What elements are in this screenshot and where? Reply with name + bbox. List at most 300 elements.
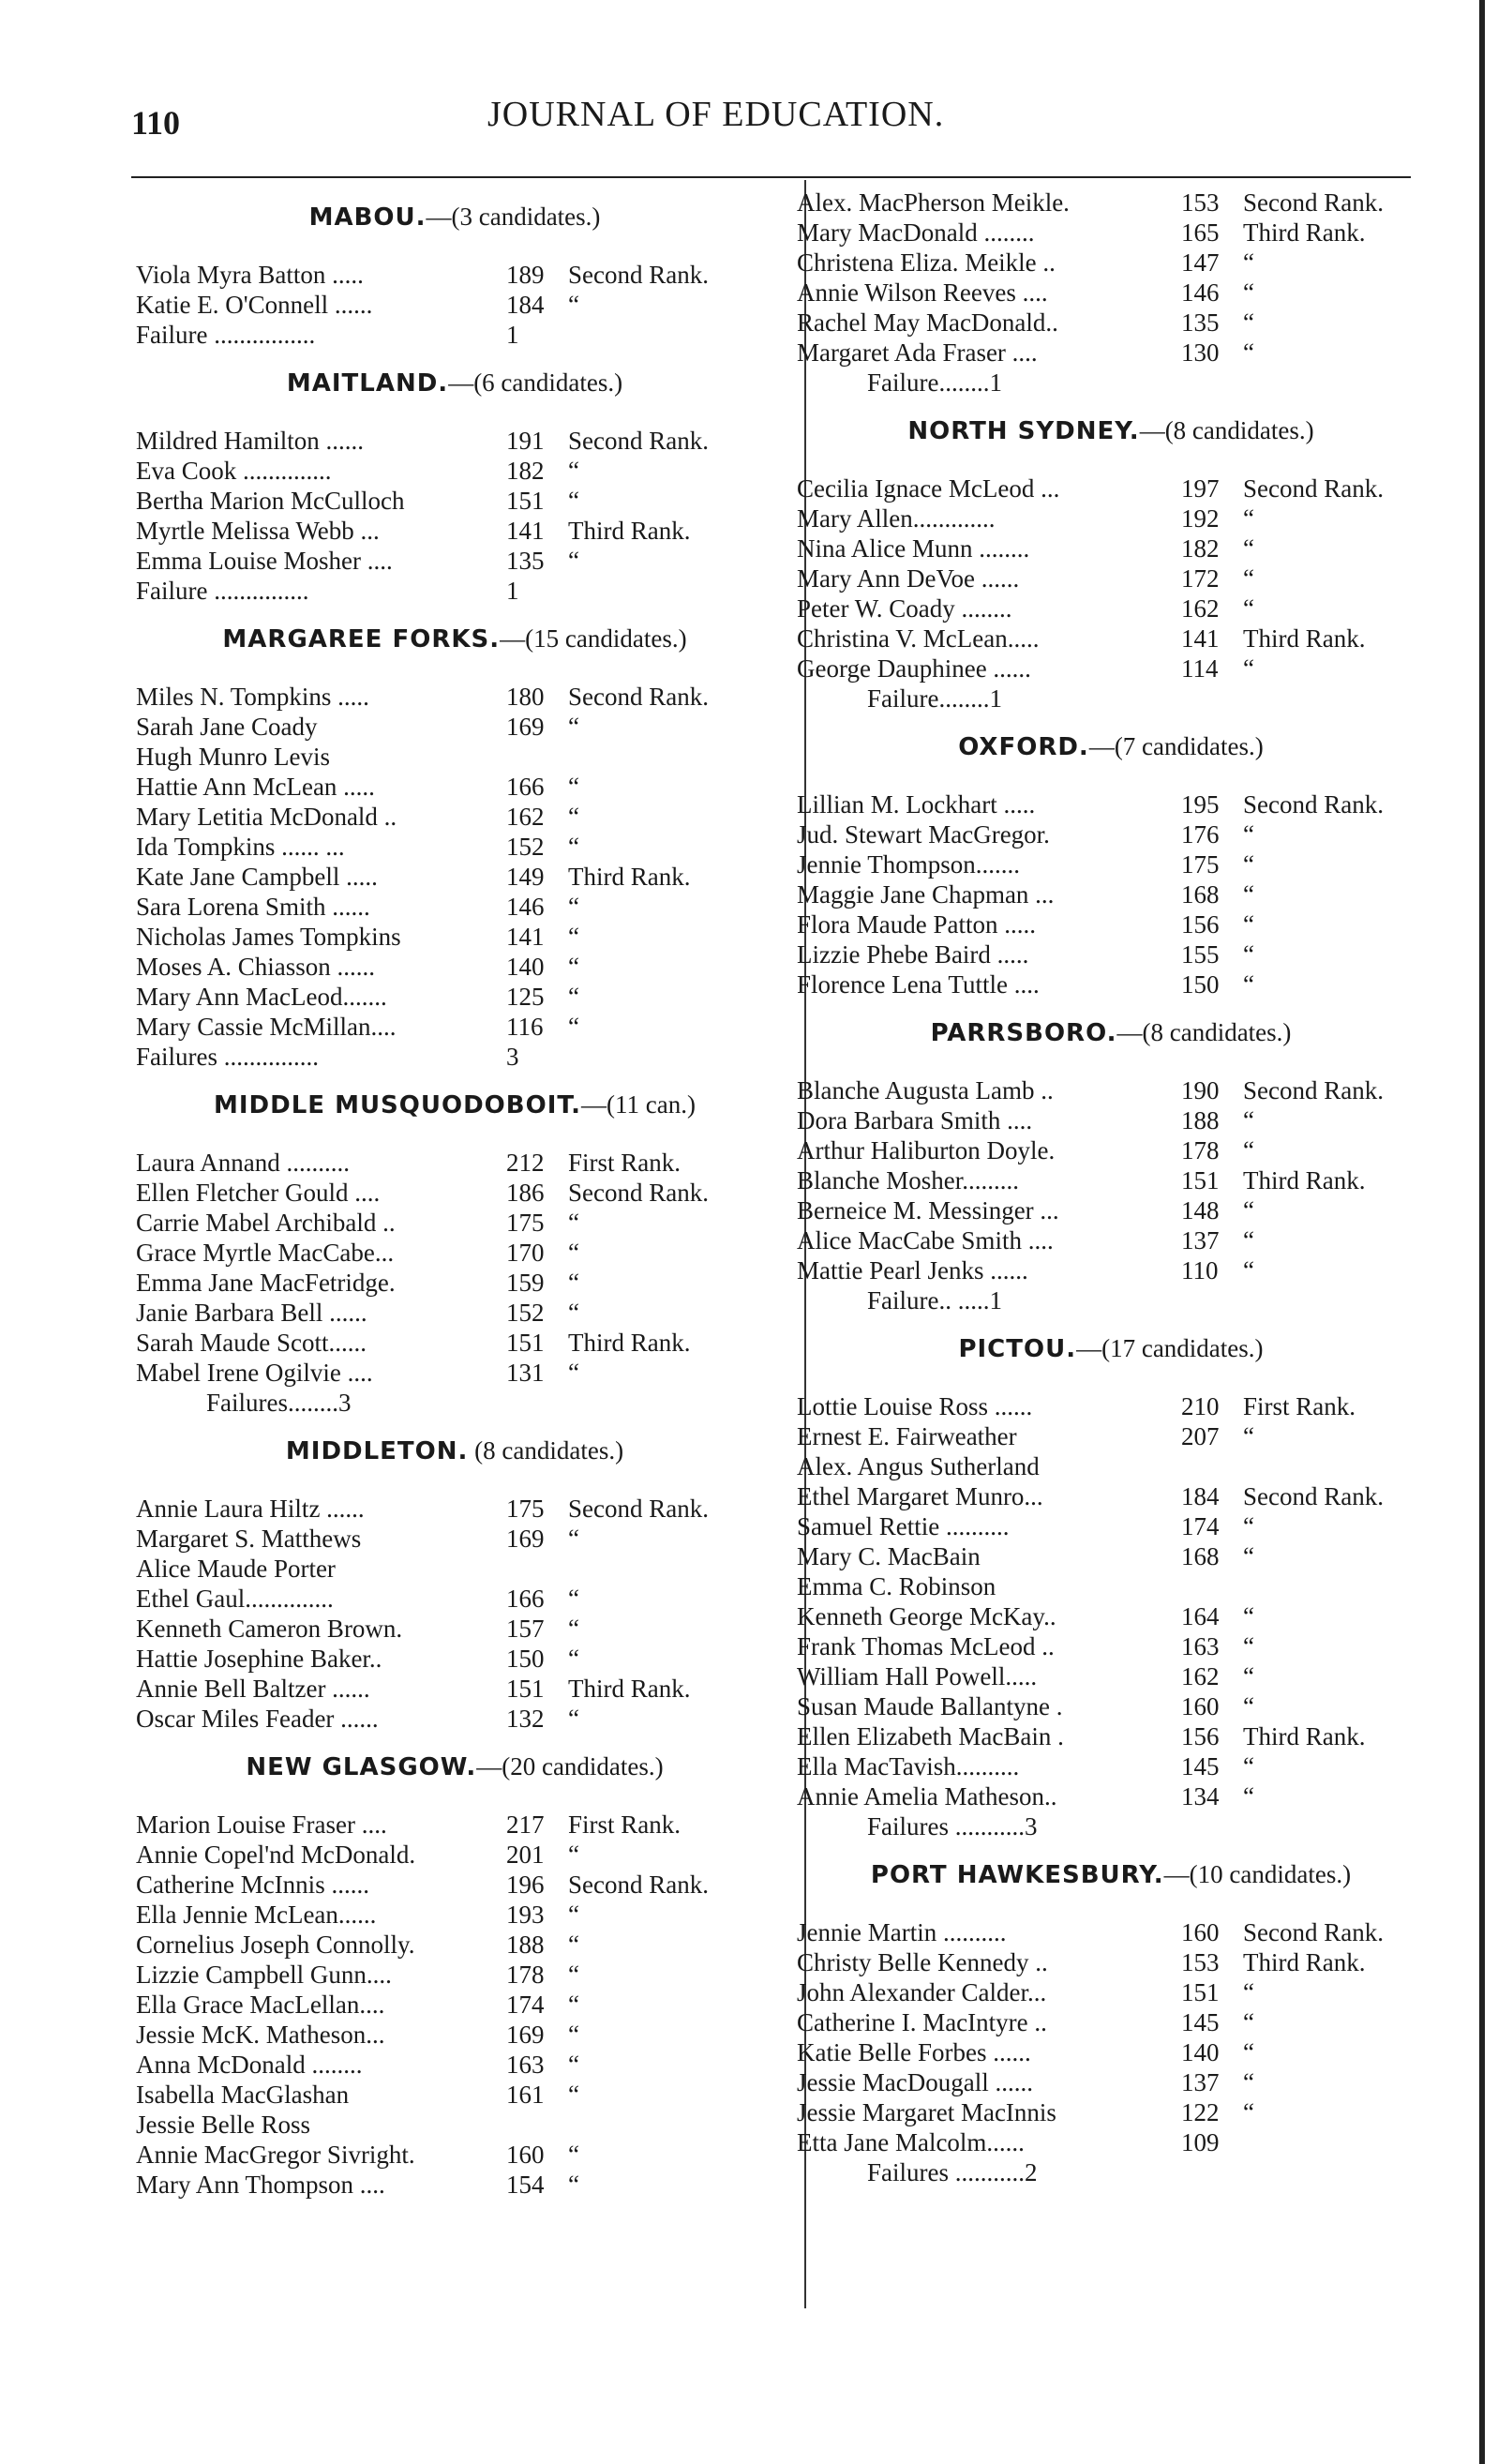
- candidate-rank: “: [568, 833, 579, 861]
- candidate-name: Dora Barbara Smith ....: [797, 1106, 1033, 1134]
- candidate-name: Mary Ann Thompson ....: [136, 2171, 385, 2199]
- candidate-rank: “: [568, 713, 579, 741]
- candidate-name: Annie Wilson Reeves ....: [797, 278, 1048, 307]
- candidate-row: [797, 533, 1425, 563]
- school-name: NEW GLASGOW.: [246, 1753, 477, 1781]
- candidate-rank: Third Rank.: [1243, 624, 1366, 653]
- candidate-score: [1181, 684, 1237, 714]
- candidate-name: Failure ...............: [136, 577, 309, 605]
- candidate-row: [136, 1930, 773, 1960]
- candidate-rank: [562, 1388, 773, 1418]
- candidate-rank: Second Rank.: [568, 1179, 709, 1207]
- candidate-row: [136, 426, 773, 456]
- candidate-score: 196: [506, 1871, 545, 1899]
- candidate-name: Failures ...............: [136, 1043, 319, 1071]
- candidate-score: 135: [506, 547, 545, 575]
- candidate-rank: “: [1243, 880, 1254, 909]
- candidate-score: 146: [1181, 278, 1220, 307]
- candidate-rank: Third Rank.: [1243, 1166, 1366, 1194]
- candidate-name: Annie Bell Baltzer ......: [136, 1675, 370, 1703]
- running-head: JOURNAL OF EDUCATION.: [487, 95, 945, 134]
- candidate-score: 178: [1181, 1136, 1220, 1164]
- candidate-score: 151: [506, 1675, 545, 1703]
- candidate-row: [797, 1195, 1425, 1225]
- candidate-name: Mary Allen.............: [797, 504, 996, 533]
- candidate-name: Annie Laura Hiltz ......: [136, 1495, 365, 1523]
- section-heading: [797, 732, 1425, 761]
- candidate-count: —(8 candidates.): [1116, 1018, 1292, 1046]
- candidate-score: [1181, 1811, 1237, 1841]
- candidate-score: 110: [1181, 1256, 1219, 1285]
- candidate-rank: “: [568, 1931, 579, 1959]
- candidate-rank: Second Rank.: [1243, 1076, 1384, 1104]
- candidate-score: [506, 1554, 562, 1584]
- candidate-score: 163: [1181, 1632, 1220, 1660]
- candidate-name: Laura Annand ..........: [136, 1149, 350, 1177]
- candidate-row: [136, 290, 773, 320]
- candidate-score: 132: [506, 1705, 545, 1733]
- candidate-row: [136, 1208, 773, 1238]
- candidate-score: [1181, 1451, 1237, 1481]
- binding-edge: [1479, 0, 1485, 2464]
- candidate-name: Mary Cassie McMillan....: [136, 1013, 397, 1041]
- candidate-row: [797, 2067, 1425, 2097]
- candidate-rank: [562, 2110, 773, 2140]
- candidate-score: 197: [1181, 474, 1220, 503]
- candidate-row: [136, 1178, 773, 1208]
- candidate-score: 156: [1181, 910, 1220, 939]
- candidate-name: Kate Jane Campbell .....: [136, 863, 378, 891]
- candidate-score: 169: [506, 2021, 545, 2049]
- candidate-rank: “: [568, 1705, 579, 1733]
- candidate-rank: “: [1243, 248, 1254, 277]
- candidate-rank: [1237, 368, 1425, 398]
- candidate-score: 148: [1181, 1196, 1220, 1224]
- candidate-row: [136, 2110, 773, 2140]
- candidate-score: 168: [1181, 1542, 1220, 1570]
- candidate-row: [136, 1990, 773, 2020]
- candidate-row: [136, 1148, 773, 1178]
- candidate-score: 150: [506, 1645, 545, 1673]
- candidate-score: 131: [506, 1359, 545, 1387]
- candidate-row: [136, 1674, 773, 1704]
- section-heading: [136, 1752, 773, 1781]
- candidate-row: [797, 2007, 1425, 2037]
- candidate-name: Mattie Pearl Jenks ......: [797, 1256, 1028, 1285]
- candidate-name: Moses A. Chiasson ......: [136, 953, 376, 981]
- candidate-score: 195: [1181, 790, 1220, 819]
- candidate-row: [797, 1947, 1425, 1977]
- candidate-rank: “: [1243, 1226, 1254, 1255]
- candidate-name: Annie Copel'nd McDonald.: [136, 1840, 416, 1869]
- candidate-rank: “: [1243, 2038, 1254, 2066]
- candidate-rank: Second Rank.: [1243, 1918, 1384, 1946]
- section-heading: [136, 624, 773, 654]
- candidate-score: 184: [506, 291, 545, 319]
- candidate-rank: Third Rank.: [568, 1675, 691, 1703]
- candidate-name: Miles N. Tompkins .....: [136, 683, 369, 711]
- candidate-row: [797, 2097, 1425, 2127]
- candidate-row: [797, 218, 1425, 248]
- candidate-rank: Second Rank.: [568, 427, 709, 455]
- candidate-rank: “: [568, 487, 579, 515]
- section-heading: [136, 203, 773, 232]
- school-name: MAITLAND.: [286, 369, 449, 398]
- header-rule: [131, 176, 1411, 178]
- candidate-rank: “: [568, 291, 579, 319]
- candidate-rank: “: [1243, 820, 1254, 849]
- candidate-name: Florence Lena Tuttle ....: [797, 970, 1040, 999]
- school-name: PICTOU.: [958, 1335, 1077, 1363]
- candidate-name: Nina Alice Munn ........: [797, 534, 1030, 563]
- candidate-score: 160: [1181, 1918, 1220, 1946]
- candidate-count: —(17 candidates.): [1076, 1334, 1264, 1362]
- candidate-count: —(7 candidates.): [1088, 732, 1264, 760]
- candidate-score: 114: [1181, 654, 1219, 683]
- candidate-score: 161: [506, 2081, 545, 2109]
- candidate-name: Blanche Augusta Lamb ..: [797, 1076, 1054, 1104]
- candidate-score: 174: [506, 1991, 545, 2019]
- candidate-score: 153: [1181, 1948, 1220, 1976]
- school-section: [136, 624, 773, 1072]
- candidate-score: 180: [506, 683, 545, 711]
- candidate-name: Failures ...........2: [867, 2158, 1038, 2186]
- candidate-rank: “: [1243, 654, 1254, 683]
- candidate-name: Sara Lorena Smith ......: [136, 893, 370, 921]
- school-name: PORT HAWKESBURY.: [870, 1861, 1164, 1889]
- candidate-name: Mary C. MacBain: [797, 1542, 981, 1570]
- candidate-score: 174: [1181, 1512, 1220, 1540]
- candidate-name: Failure........1: [867, 368, 1002, 397]
- candidate-name: Ellen Fletcher Gould ....: [136, 1179, 381, 1207]
- candidate-score: 153: [1181, 188, 1220, 217]
- candidate-name: Eva Cook ..............: [136, 457, 332, 485]
- candidate-row: [797, 1421, 1425, 1451]
- candidate-row: [136, 1554, 773, 1584]
- candidate-row: [136, 772, 773, 802]
- candidate-score: 186: [506, 1179, 545, 1207]
- candidate-rank: “: [568, 2081, 579, 2109]
- candidate-row: [797, 1075, 1425, 1105]
- candidate-rank: “: [1243, 2008, 1254, 2036]
- candidate-rank: “: [1243, 338, 1254, 367]
- candidate-name: Arthur Haliburton Doyle.: [797, 1136, 1056, 1164]
- school-section: [797, 416, 1425, 714]
- candidate-row: [797, 1571, 1425, 1601]
- candidate-name: Mary Ann MacLeod.......: [136, 983, 387, 1011]
- candidate-row: [136, 802, 773, 832]
- candidate-row: [797, 278, 1425, 308]
- candidate-score: 175: [506, 1209, 545, 1237]
- candidate-rank: “: [1243, 1196, 1254, 1224]
- candidate-name: Ella Grace MacLellan....: [136, 1991, 385, 2019]
- candidate-name: Failures........3: [206, 1389, 352, 1417]
- candidate-row: [136, 486, 773, 516]
- candidate-score: 178: [506, 1961, 545, 1989]
- candidate-score: 154: [506, 2171, 545, 2199]
- candidate-name: Berneice M. Messinger ...: [797, 1196, 1059, 1224]
- candidate-score: [506, 742, 562, 772]
- candidate-rank: “: [1243, 1632, 1254, 1660]
- candidate-row: [797, 188, 1425, 218]
- candidate-score: 162: [1181, 1662, 1220, 1690]
- candidate-rank: [562, 1554, 773, 1584]
- candidate-score: 162: [1181, 594, 1220, 623]
- candidate-rank: “: [1243, 278, 1254, 307]
- candidate-rank: “: [568, 923, 579, 951]
- candidate-row: [797, 939, 1425, 969]
- candidate-row: [136, 320, 773, 350]
- section-heading: [797, 1334, 1425, 1363]
- candidate-row: [797, 2157, 1425, 2187]
- candidate-rank: “: [1243, 1256, 1254, 1285]
- candidate-row: [797, 308, 1425, 338]
- candidate-name: Ernest E. Fairweather: [797, 1422, 1017, 1450]
- candidate-rank: “: [568, 1525, 579, 1553]
- candidate-score: 141: [1181, 624, 1220, 653]
- candidate-row: [797, 969, 1425, 999]
- candidate-rank: [1237, 2157, 1425, 2187]
- candidate-score: [1181, 2157, 1237, 2187]
- candidate-name: Hugh Munro Levis: [136, 743, 330, 771]
- candidate-rank: [1237, 2127, 1425, 2157]
- school-section: [136, 1090, 773, 1418]
- candidate-rank: Second Rank.: [1243, 474, 1384, 503]
- candidate-row: [797, 1811, 1425, 1841]
- candidate-name: Alice Maude Porter: [136, 1555, 336, 1583]
- candidate-name: Anna McDonald ........: [136, 2051, 363, 2079]
- candidate-row: [136, 1960, 773, 1990]
- candidate-rank: [562, 1042, 773, 1072]
- candidate-rank: “: [568, 953, 579, 981]
- candidate-rank: “: [1243, 1106, 1254, 1134]
- candidate-score: 175: [506, 1495, 545, 1523]
- candidate-rank: “: [568, 893, 579, 921]
- candidate-score: 155: [1181, 940, 1220, 969]
- candidate-rank: “: [1243, 1542, 1254, 1570]
- candidate-rank: Second Rank.: [568, 1495, 709, 1523]
- candidate-name: Annie Amelia Matheson..: [797, 1782, 1057, 1810]
- candidate-score: 160: [506, 2141, 545, 2169]
- candidate-rank: “: [1243, 564, 1254, 593]
- candidate-count: —(3 candidates.): [426, 203, 601, 231]
- candidate-row: [136, 1298, 773, 1328]
- candidate-row: [797, 1917, 1425, 1947]
- candidate-name: Etta Jane Malcolm......: [797, 2128, 1025, 2156]
- candidate-row: [797, 1781, 1425, 1811]
- candidate-score: 175: [1181, 850, 1220, 879]
- candidate-row: [797, 593, 1425, 624]
- candidate-score: 151: [506, 487, 545, 515]
- candidate-name: Failure.. .....1: [867, 1286, 1002, 1315]
- candidate-row: [136, 682, 773, 712]
- candidate-row: [797, 1511, 1425, 1541]
- section-heading: [136, 1436, 773, 1465]
- candidate-row: [136, 456, 773, 486]
- candidate-score: 201: [506, 1840, 545, 1869]
- candidate-count: —(8 candidates.): [1139, 416, 1314, 444]
- candidate-score: 145: [1181, 1752, 1220, 1780]
- candidate-rank: Second Rank.: [1243, 790, 1384, 819]
- candidate-row: [797, 879, 1425, 909]
- candidate-score: 190: [1181, 1076, 1220, 1104]
- candidate-name: Ellen Elizabeth MacBain .: [797, 1722, 1064, 1750]
- school-section: [136, 368, 773, 606]
- candidate-count: —(15 candidates.): [500, 624, 687, 653]
- candidate-score: 137: [1181, 1226, 1220, 1255]
- school-section: [797, 1860, 1425, 2187]
- candidate-row: [136, 576, 773, 606]
- candidate-score: 217: [506, 1810, 545, 1839]
- candidate-rank: “: [568, 1239, 579, 1267]
- candidate-row: [797, 684, 1425, 714]
- candidate-score: [506, 1388, 562, 1418]
- candidate-name: Jud. Stewart MacGregor.: [797, 820, 1050, 849]
- candidate-score: 125: [506, 983, 545, 1011]
- candidate-rank: “: [1243, 1512, 1254, 1540]
- candidate-row: [136, 1012, 773, 1042]
- candidate-row: [136, 1328, 773, 1358]
- candidate-rank: [1237, 1811, 1425, 1841]
- candidate-score: 182: [506, 457, 545, 485]
- candidate-row: [136, 1358, 773, 1388]
- candidate-rank: “: [1243, 308, 1254, 337]
- school-name: OXFORD.: [958, 733, 1089, 761]
- candidate-score: 145: [1181, 2008, 1220, 2036]
- candidate-rank: [562, 576, 773, 606]
- candidate-name: Catherine I. MacIntyre ..: [797, 2008, 1047, 2036]
- candidate-score: 147: [1181, 248, 1220, 277]
- candidate-score: 157: [506, 1615, 545, 1643]
- candidate-score: 169: [506, 1525, 545, 1553]
- candidate-name: Frank Thomas McLeod ..: [797, 1632, 1055, 1660]
- candidate-score: 122: [1181, 2098, 1220, 2126]
- candidate-rank: First Rank.: [1243, 1392, 1356, 1420]
- page-number: 110: [131, 104, 181, 142]
- candidate-score: 130: [1181, 338, 1220, 367]
- school-section: [797, 1334, 1425, 1841]
- candidate-row: [797, 2127, 1425, 2157]
- school-name: NORTH SYDNEY.: [907, 417, 1140, 445]
- candidate-name: Jessie MacDougall ......: [797, 2068, 1033, 2096]
- candidate-score: 172: [1181, 564, 1220, 593]
- candidate-rank: “: [1243, 1782, 1254, 1810]
- candidate-row: [797, 1481, 1425, 1511]
- candidate-name: Ethel Gaul..............: [136, 1585, 334, 1613]
- candidate-rank: “: [1243, 850, 1254, 879]
- candidate-count: —(20 candidates.): [476, 1752, 664, 1780]
- candidate-row: [136, 260, 773, 290]
- candidate-rank: “: [568, 1269, 579, 1297]
- candidate-name: Rachel May MacDonald..: [797, 308, 1058, 337]
- candidate-score: 1: [506, 577, 519, 605]
- candidate-rank: Third Rank.: [568, 1329, 691, 1357]
- candidate-score: 193: [506, 1901, 545, 1929]
- candidate-rank: Second Rank.: [568, 683, 709, 711]
- candidate-rank: “: [568, 1359, 579, 1387]
- candidate-name: Alex. Angus Sutherland: [797, 1452, 1040, 1480]
- candidate-rank: Second Rank.: [1243, 1482, 1384, 1510]
- candidate-row: [136, 952, 773, 982]
- candidate-score: 159: [506, 1269, 545, 1297]
- candidate-name: Hattie Ann McLean .....: [136, 773, 375, 801]
- school-section: [797, 188, 1425, 398]
- candidate-row: [797, 819, 1425, 849]
- candidate-rank: Third Rank.: [568, 517, 691, 545]
- candidate-rank: Second Rank.: [568, 261, 709, 289]
- candidate-score: [1181, 368, 1237, 398]
- candidate-score: 166: [506, 1585, 545, 1613]
- candidate-score: 137: [1181, 2068, 1220, 2096]
- candidate-name: Margaret S. Matthews: [136, 1525, 362, 1553]
- candidate-score: 189: [506, 261, 545, 289]
- candidate-count: (8 candidates.): [468, 1436, 624, 1465]
- candidate-row: [136, 1268, 773, 1298]
- candidate-rank: [1237, 1571, 1425, 1601]
- candidate-name: Lizzie Phebe Baird .....: [797, 940, 1029, 969]
- candidate-rank: “: [1243, 504, 1254, 533]
- candidate-name: Grace Myrtle MacCabe...: [136, 1239, 395, 1267]
- candidate-row: [136, 1388, 773, 1418]
- candidate-name: Susan Maude Ballantyne .: [797, 1692, 1063, 1720]
- candidate-name: Cornelius Joseph Connolly.: [136, 1931, 415, 1959]
- candidate-row: [797, 1721, 1425, 1751]
- candidate-score: 188: [506, 1931, 545, 1959]
- candidate-score: 166: [506, 773, 545, 801]
- candidate-score: 176: [1181, 820, 1220, 849]
- school-name: MIDDLETON.: [285, 1437, 469, 1465]
- candidate-rank: “: [568, 1645, 579, 1673]
- candidate-name: Cecilia Ignace McLeod ...: [797, 474, 1060, 503]
- candidate-rank: “: [568, 2021, 579, 2049]
- candidate-name: Emma C. Robinson: [797, 1572, 996, 1600]
- candidate-name: Oscar Miles Feader ......: [136, 1705, 379, 1733]
- candidate-score: 192: [1181, 504, 1220, 533]
- candidate-rank: “: [568, 2051, 579, 2079]
- candidate-name: Jessie Belle Ross: [136, 2111, 310, 2139]
- candidate-row: [797, 368, 1425, 398]
- section-heading: [136, 368, 773, 398]
- candidate-score: 150: [1181, 970, 1220, 999]
- candidate-row: [136, 742, 773, 772]
- candidate-row: [797, 1285, 1425, 1315]
- candidate-row: [797, 789, 1425, 819]
- candidate-score: 151: [506, 1329, 545, 1357]
- candidate-row: [797, 1631, 1425, 1661]
- candidate-name: Emma Jane MacFetridge.: [136, 1269, 396, 1297]
- candidate-row: [136, 1584, 773, 1614]
- candidate-rank: “: [568, 1299, 579, 1327]
- candidate-rank: Third Rank.: [1243, 1722, 1366, 1750]
- candidate-row: [797, 1661, 1425, 1691]
- candidate-row: [797, 503, 1425, 533]
- candidate-row: [797, 1751, 1425, 1781]
- candidate-row: [136, 1614, 773, 1644]
- candidate-rank: “: [1243, 1422, 1254, 1450]
- candidate-rank: “: [1243, 594, 1254, 623]
- candidate-row: [797, 909, 1425, 939]
- candidate-row: [797, 624, 1425, 654]
- candidate-row: [797, 1165, 1425, 1195]
- school-name: PARRSBORO.: [930, 1019, 1117, 1047]
- candidate-name: Failures ...........3: [867, 1812, 1038, 1840]
- candidate-rank: First Rank.: [568, 1149, 682, 1177]
- candidate-row: [136, 1870, 773, 1900]
- candidate-name: Ella Jennie McLean......: [136, 1901, 377, 1929]
- candidate-rank: “: [568, 1209, 579, 1237]
- candidate-rank: “: [568, 457, 579, 485]
- candidate-rank: “: [568, 773, 579, 801]
